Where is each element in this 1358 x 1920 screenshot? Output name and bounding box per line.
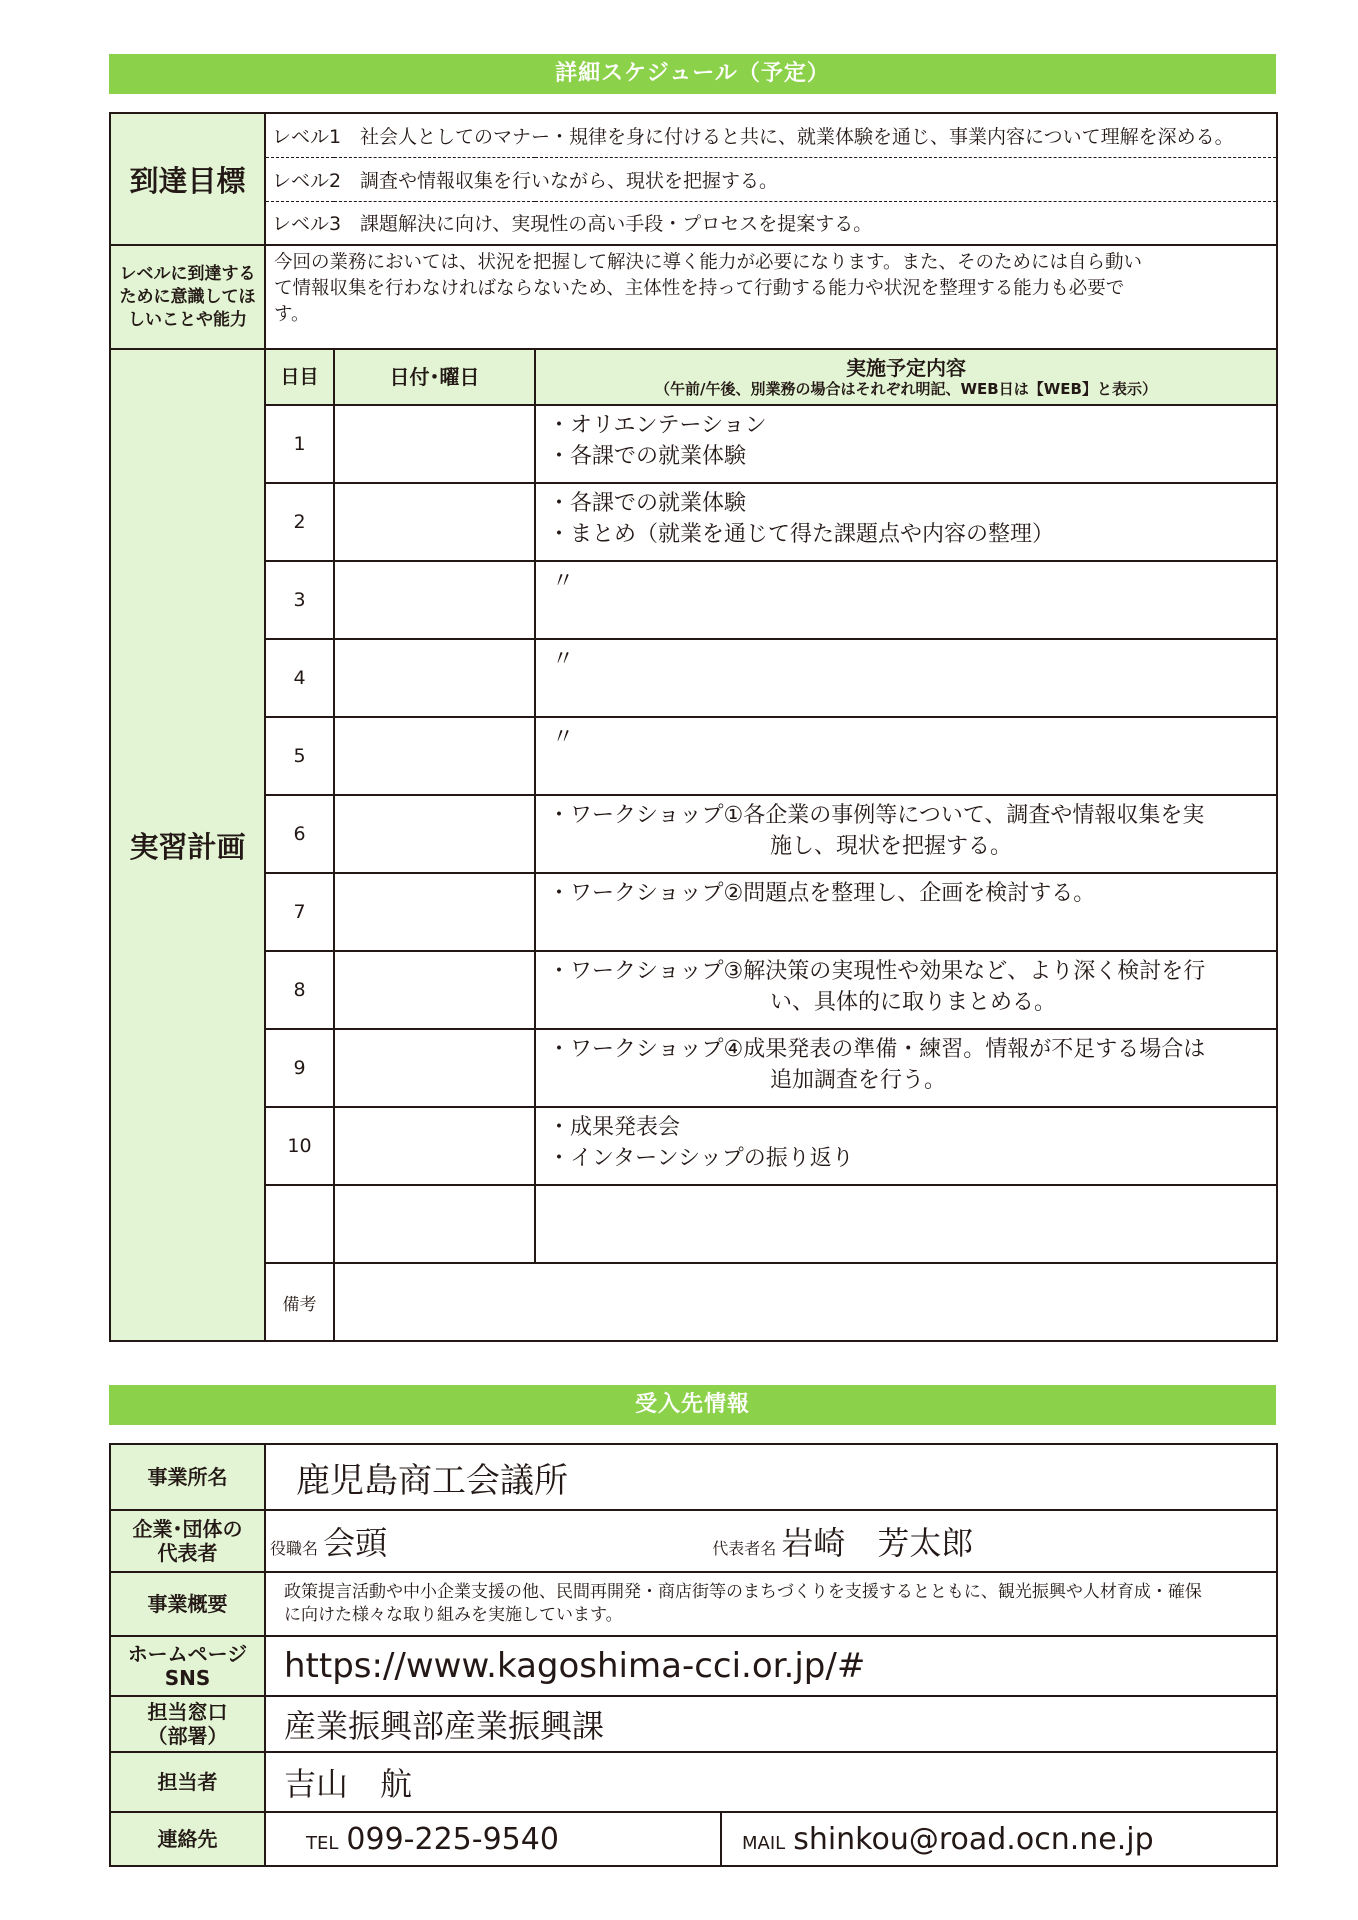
biko-row: [110, 1263, 1277, 1341]
office-label: 事業所名: [110, 1444, 265, 1510]
plan-content: ・各課での就業体験 ・まとめ（就業を通じて得た課題点や内容の整理）: [535, 483, 1277, 561]
plan-date-cell[interactable]: [334, 639, 535, 717]
rep-name-value: 岩崎 芳太郎: [781, 1524, 974, 1562]
plan-row: [110, 561, 1277, 639]
col-header-day: 日目: [265, 349, 334, 405]
goal-level-3: [265, 201, 1277, 245]
plan-day: 1: [265, 405, 334, 483]
plan-date-cell[interactable]: [334, 1107, 535, 1185]
plan-date-cell[interactable]: [334, 405, 535, 483]
plan-content: ・ワークショップ④成果発表の準備・練習。情報が不足する場合は 追加調査を行う。: [535, 1029, 1277, 1107]
rep-name-label: 代表者名: [712, 1539, 777, 1558]
plan-row: [110, 483, 1277, 561]
department-value: 産業振興部産業振興課: [265, 1696, 1277, 1752]
goal-level-2: [265, 157, 1277, 201]
plan-content: 〃: [535, 717, 1277, 795]
schedule-table: [109, 112, 1278, 1342]
plan-date-cell[interactable]: [334, 1185, 535, 1263]
plan-date-cell[interactable]: [334, 795, 535, 873]
plan-date-cell[interactable]: [334, 873, 535, 951]
plan-date-cell[interactable]: [334, 717, 535, 795]
plan-row: [110, 1029, 1277, 1107]
plan-day: 7: [265, 873, 334, 951]
plan-row-empty: [110, 1185, 1277, 1263]
plan-row: [110, 951, 1277, 1029]
mail-label: MAIL: [742, 1832, 786, 1854]
goal-level-text: 調査や情報収集を行いながら、現状を把握する。: [360, 169, 779, 192]
summary-label: 事業概要: [110, 1572, 265, 1636]
plan-day: 2: [265, 483, 334, 561]
biko-label: 備考: [265, 1263, 334, 1341]
col-header-date: 日付･曜日: [334, 349, 535, 405]
plan-date-cell[interactable]: [334, 483, 535, 561]
representative-value: [265, 1510, 1277, 1572]
plan-date-cell[interactable]: [334, 561, 535, 639]
plan-day: 10: [265, 1107, 334, 1185]
plan-row: [110, 1107, 1277, 1185]
goal-level-tag: レベル2: [272, 169, 342, 192]
person-value: 吉山 航: [265, 1752, 1277, 1812]
schedule-section-band: 詳細スケジュール（予定）: [109, 54, 1276, 94]
representative-label: 企業･団体の 代表者: [110, 1510, 265, 1572]
contact-label: 連絡先: [110, 1812, 265, 1866]
tel-value[interactable]: 099-225-9540: [346, 1821, 559, 1857]
goal-level-text: 社会人としてのマナー・規律を身に付けると共に、就業体験を通じ、事業内容について理解を深める。: [360, 125, 1234, 148]
mail-cell: [721, 1812, 1277, 1866]
plan-row: [110, 795, 1277, 873]
plan-row: [110, 717, 1277, 795]
plan-label: 実習計画: [110, 349, 265, 1341]
plan-day: 4: [265, 639, 334, 717]
plan-day-empty[interactable]: [265, 1185, 334, 1263]
plan-day: 6: [265, 795, 334, 873]
plan-content: ・ワークショップ①各企業の事例等について、調査や情報収集を実 施し、現状を把握する。: [535, 795, 1277, 873]
goal-level-tag: レベル1: [272, 125, 342, 148]
homepage-link[interactable]: https://www.kagoshima-cci.or.jp/#: [265, 1636, 1277, 1696]
host-info-table: [109, 1443, 1278, 1867]
plan-date-cell[interactable]: [334, 1029, 535, 1107]
plan-row: [110, 405, 1277, 483]
goal-level-text: 課題解決に向け、実現性の高い手段・プロセスを提案する。: [360, 213, 873, 236]
plan-content: ・オリエンテーション ・各課での就業体験: [535, 405, 1277, 483]
plan-content: 〃: [535, 639, 1277, 717]
homepage-label: ホームページ SNS: [110, 1636, 265, 1696]
tel-label: TEL: [306, 1832, 339, 1854]
plan-content: 〃: [535, 561, 1277, 639]
plan-date-cell[interactable]: [334, 951, 535, 1029]
person-label: 担当者: [110, 1752, 265, 1812]
title-value: 会頭: [323, 1524, 388, 1562]
plan-content: ・成果発表会 ・インターンシップの振り返り: [535, 1107, 1277, 1185]
plan-content-empty[interactable]: [535, 1185, 1277, 1263]
biko-cell[interactable]: [334, 1263, 1277, 1341]
plan-row: [110, 873, 1277, 951]
tel-cell: [265, 1812, 721, 1866]
host-section-band: 受入先情報: [109, 1385, 1276, 1425]
abilities-text: 今回の業務においては、状況を把握して解決に導く能力が必要になります。また、そのためには自ら動い て情報収集を行わなければならないため、主体性を持って行動する能力や状況を整理する能力も必要で す。: [265, 245, 1277, 349]
mail-value[interactable]: shinkou@road.ocn.ne.jp: [793, 1821, 1154, 1857]
plan-day: 9: [265, 1029, 334, 1107]
plan-content: ・ワークショップ③解決策の実現性や効果など、より深く検討を行 い、具体的に取りまとめる。: [535, 951, 1277, 1029]
goals-label: 到達目標: [110, 113, 265, 245]
department-label: 担当窓口 （部署）: [110, 1696, 265, 1752]
abilities-label: レベルに到達する ために意識してほ しいことや能力: [110, 245, 265, 349]
title-label: 役職名: [270, 1539, 319, 1558]
office-value: 鹿児島商工会議所: [265, 1444, 1277, 1510]
plan-day: 5: [265, 717, 334, 795]
goal-level-1: [265, 113, 1277, 157]
col-header-content: 実施予定内容 （午前/午後、別業務の場合はそれぞれ明記、WEB日は【WEB】と表示）: [535, 349, 1277, 405]
plan-row: [110, 639, 1277, 717]
summary-value: 政策提言活動や中小企業支援の他、民間再開発・商店街等のまちづくりを支援するとともに、観光振興や人材育成・確保 に向けた様々な取り組みを実施しています。: [265, 1572, 1277, 1636]
plan-content: ・ワークショップ②問題点を整理し、企画を検討する。: [535, 873, 1277, 951]
goal-level-tag: レベル3: [272, 213, 342, 236]
plan-day: 8: [265, 951, 334, 1029]
plan-day: 3: [265, 561, 334, 639]
